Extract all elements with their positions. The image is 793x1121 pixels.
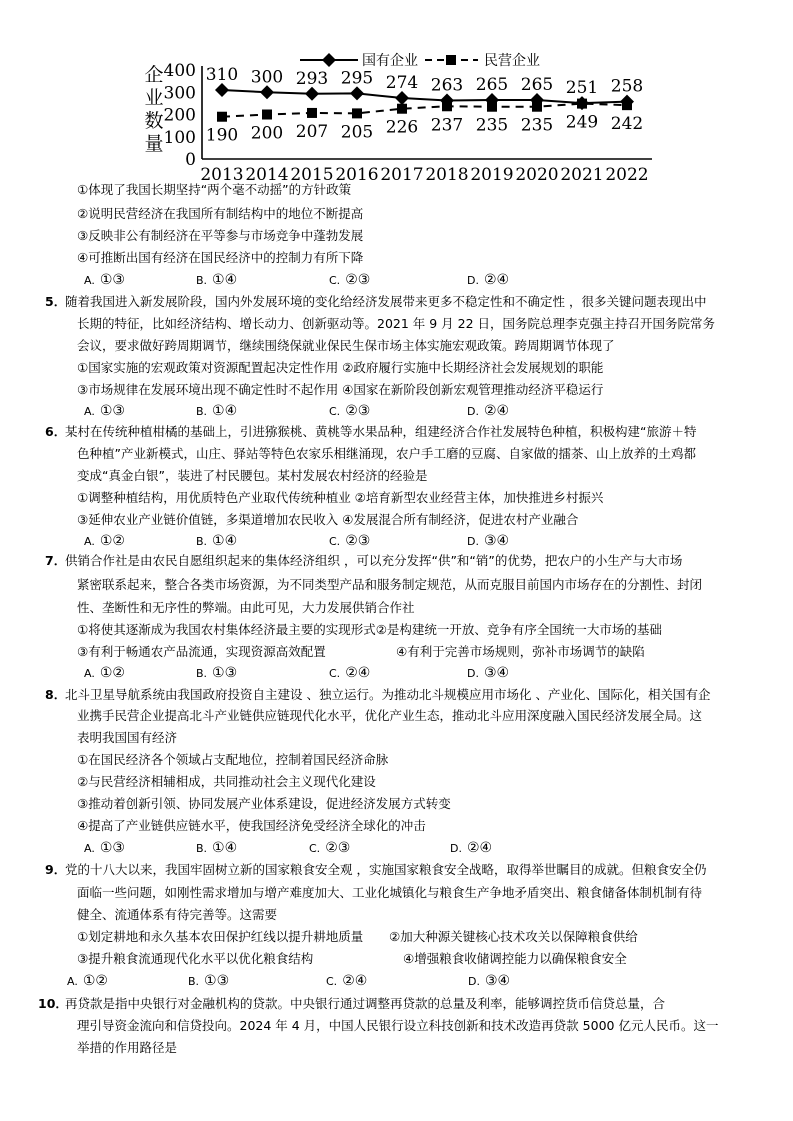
q8-item-4: ④提高了产业链供应链水平，使我国经济免受经济全球化的冲击	[77, 818, 426, 833]
q5-option-d[interactable]: D. ②④	[467, 403, 510, 419]
data-label-state-owned: 300	[250, 67, 284, 88]
legend-marker-state	[322, 53, 336, 67]
point-private	[397, 104, 407, 114]
q7-item-3: ③有利于畅通农产品流通，实现资源高效配置	[77, 644, 326, 659]
data-label-private: 190	[205, 125, 239, 146]
point-private	[442, 101, 452, 111]
data-label-state-owned: 295	[340, 68, 374, 89]
q9-number: 9．	[45, 862, 67, 877]
q4-item-3: ③反映非公有制经济在平等参与市场竞争中蓬勃发展	[77, 228, 364, 243]
q6-option-a[interactable]: A. ①②	[84, 533, 125, 549]
y-tick-label: 400	[163, 61, 196, 81]
point-private	[262, 110, 272, 120]
legend-label-private: 民营企业	[484, 53, 540, 69]
q5-stem-line-3: 会议，要求做好跨周期调节，继续围绕保就业保民生保市场主体实施宏观政策。跨周期调节体现了	[77, 338, 615, 353]
q4-option-b[interactable]: B. ①④	[196, 272, 238, 288]
q9-option-a[interactable]: A. ①②	[67, 973, 108, 989]
enterprise-count-line-chart	[140, 48, 660, 188]
x-tick-label: 2017	[380, 165, 424, 185]
q5-number: 5．	[45, 294, 67, 309]
q5-items-line-1: ①国家实施的宏观政策对资源配置起决定性作用 ②政府履行实施中长期经济社会发展规划的职能	[77, 360, 604, 375]
data-label-private: 226	[385, 117, 419, 138]
q7-number: 7．	[45, 553, 67, 568]
point-private	[487, 102, 497, 112]
y-axis-label-char: 量	[144, 133, 164, 155]
q6-option-b[interactable]: B. ①④	[196, 533, 238, 549]
q8-option-d[interactable]: D. ②④	[450, 840, 493, 856]
data-label-private: 200	[250, 123, 284, 144]
point-private	[577, 99, 587, 109]
q6-items-line-1: ①调整种植结构，用优质特色产业取代传统种植业 ②培育新型农业经营主体，加快推进乡村振兴	[77, 490, 604, 505]
y-axis-ticks	[164, 61, 196, 170]
data-label-state-owned: 293	[295, 68, 329, 89]
point-state-owned	[305, 87, 319, 101]
y-tick-label: 300	[163, 83, 196, 104]
data-label-state-owned: 258	[610, 76, 644, 97]
q7-option-d[interactable]: D. ③④	[467, 665, 510, 681]
point-private	[307, 108, 317, 118]
y-axis-label	[144, 64, 163, 155]
y-axis-label-char: 数	[144, 110, 164, 132]
legend-marker-private	[446, 55, 456, 65]
q8-option-b[interactable]: B. ①④	[196, 840, 238, 856]
point-state-owned	[215, 83, 229, 97]
data-label-private: 207	[295, 121, 329, 142]
q9-item-4: ④增强粮食收储调控能力以确保粮食安全	[403, 951, 627, 966]
q4-option-a[interactable]: A. ①③	[84, 272, 125, 288]
data-label-state-owned: 274	[385, 73, 419, 94]
q7-option-a[interactable]: A. ①②	[84, 665, 125, 681]
q4-item-1: ①体现了我国长期坚持“两个毫不动摇”的方针政策	[77, 182, 352, 197]
q5-option-c[interactable]: C. ②③	[329, 403, 371, 419]
point-state-owned	[260, 85, 274, 99]
data-label-private: 205	[340, 122, 374, 143]
q10-stem-line-1: 再贷款是指中央银行对金融机构的贷款。中央银行通过调整再贷款的总量及利率，能够调控货币信贷总量，合	[65, 996, 666, 1011]
legend-label-state: 国有企业	[362, 53, 418, 69]
q10-number: 10．	[38, 996, 68, 1011]
q9-option-d[interactable]: D. ③④	[468, 973, 511, 989]
data-label-state-owned: 265	[475, 75, 509, 96]
q5-option-a[interactable]: A. ①③	[84, 403, 125, 419]
data-label-private: 249	[565, 112, 599, 133]
point-private	[352, 108, 362, 118]
q8-stem-line-2: 业携手民营企业提高北斗产业链供应链现代化水平，优化产业生态，推动北斗应用深度融入国民经济发展全局。这	[77, 708, 703, 723]
q6-option-c[interactable]: C. ②③	[329, 533, 371, 549]
q4-item-4: ④可推断出国有经济在国民经济中的控制力有所下降	[77, 250, 364, 265]
data-label-state-owned: 251	[565, 78, 599, 99]
y-axis-label-char: 企	[144, 64, 164, 86]
q8-option-a[interactable]: A. ①③	[84, 840, 125, 856]
q7-option-c[interactable]: C. ②④	[329, 665, 371, 681]
data-label-state-owned: 265	[520, 75, 554, 96]
x-tick-label: 2020	[515, 165, 559, 185]
data-label-private: 242	[610, 114, 644, 135]
point-state-owned	[350, 86, 364, 100]
q9-option-b[interactable]: B. ①③	[188, 973, 230, 989]
y-axis-label-char: 业	[144, 87, 164, 109]
q10-stem-line-2: 理引导资金流向和信贷投向。2024 年 4 月，中国人民银行设立科技创新和技术改造再贷款 5000 亿元人民币。这一	[77, 1018, 719, 1033]
q9-stem-line-2: 面临一些问题，如刚性需求增加与增产难度加大、工业化城镇化与粮食生产争地矛盾突出、粮食储备体制机制有待	[77, 885, 703, 900]
q7-stem-line-1: 供销合作社是由农民自愿组织起来的集体经济组织 ，可以充分发挥“供”和“销”的优势，把农户的小生产与大市场	[65, 553, 683, 568]
point-private	[622, 100, 632, 110]
q8-stem-line-1: 北斗卫星导航系统由我国政府投资自主建设 、独立运行。为推动北斗规模应用市场化 、产业化、国际化，相关国有企	[65, 687, 711, 702]
q8-option-c[interactable]: C. ②③	[309, 840, 351, 856]
x-tick-label: 2022	[605, 165, 649, 185]
data-label-state-owned: 310	[205, 65, 239, 86]
data-label-private: 235	[475, 115, 509, 136]
chart-series	[206, 65, 643, 146]
q7-stem-line-3: 性、垄断性和无序性的弊端。由此可见，大力发展供销合作社	[77, 600, 415, 615]
point-state-owned	[395, 91, 409, 105]
q6-stem-line-3: 变成“真金白银”，装进了村民腰包。某村发展农村经济的经验是	[77, 468, 428, 483]
y-tick-label: 100	[163, 127, 196, 148]
x-tick-label: 2018	[425, 165, 469, 185]
chart-legend	[300, 52, 540, 69]
q6-stem-line-2: 色种植”产业新模式，山庄、驿站等特色农家乐相继涌现，农户手工磨的豆腐、自家做的擂茶、山上放养的土鸡都	[77, 446, 696, 461]
q7-item-4: ④有利于完善市场规则，弥补市场调节的缺陷	[396, 644, 645, 659]
q6-option-d[interactable]: D. ③④	[467, 533, 510, 549]
q8-number: 8．	[45, 687, 67, 702]
q10-stem-line-3: 举措的作用路径是	[77, 1040, 178, 1055]
x-tick-label: 2014	[245, 165, 289, 185]
x-tick-label: 2021	[560, 165, 604, 185]
q9-stem-line-1: 党的十八大以来，我国牢固树立新的国家粮食安全观 ，实施国家粮食安全战略，取得举世瞩目的成就。但粮食安全仍	[65, 862, 707, 877]
point-private	[217, 112, 227, 122]
q9-item-1: ①划定耕地和永久基本农田保护红线以提升耕地质量	[77, 929, 364, 944]
q6-number: 6．	[45, 424, 67, 439]
y-tick-label: 200	[163, 105, 196, 126]
q9-item-2: ②加大种源关键核心技术攻关以保障粮食供给	[389, 929, 638, 944]
q4-option-c[interactable]: C. ②③	[329, 272, 371, 288]
q5-option-b[interactable]: B. ①④	[196, 403, 238, 419]
y-tick-label: 0	[185, 150, 196, 170]
q4-option-d[interactable]: D. ②④	[467, 272, 510, 288]
q6-stem-line-1: 某村在传统种植柑橘的基础上，引进猕猴桃、黄桃等水果品种，组建经济合作社发展特色种植，积极构建“旅游＋特	[65, 424, 697, 439]
q5-stem-line-1: 随着我国进入新发展阶段，国内外发展环境的变化给经济发展带来更多不稳定性和不确定性 ，很多关键问题表现出中	[65, 294, 707, 309]
x-tick-label: 2015	[290, 165, 334, 185]
q8-item-1: ①在国民经济各个领域占支配地位，控制着国民经济命脉	[77, 752, 389, 767]
q5-stem-line-2: 长期的特征，比如经济结构、增长动力、创新驱动等。2021 年 9 月 22 日，国务院总理李克强主持召开国务院常务	[77, 316, 716, 331]
q9-item-3: ③提升粮食流通现代化水平以优化粮食结构	[77, 951, 314, 966]
q7-option-b[interactable]: B. ①③	[196, 665, 238, 681]
q7-stem-line-2: 紧密联系起来，整合各类市场资源，为不同类型产品和服务制定规范，从而克服目前国内市场存在的分割性、封闭	[77, 577, 703, 592]
x-tick-label: 2016	[335, 165, 379, 185]
q6-items-line-2: ③延伸农业产业链价值链，多渠道增加农民收入 ④发展混合所有制经济，促进农村产业融合	[77, 512, 579, 527]
x-tick-label: 2019	[470, 165, 514, 185]
data-label-private: 237	[430, 115, 464, 136]
data-label-private: 235	[520, 115, 554, 136]
point-private	[532, 102, 542, 112]
q8-item-2: ②与民营经济相辅相成，共同推动社会主义现代化建设	[77, 774, 376, 789]
q8-stem-line-3: 表明我国国有经济	[77, 730, 178, 745]
q9-option-c[interactable]: C. ②④	[326, 973, 368, 989]
q5-items-line-2: ③市场规律在发展环境出现不确定性时不起作用 ④国家在新阶段创新宏观管理推动经济平稳运行	[77, 382, 604, 397]
q7-items-line-1: ①将使其逐渐成为我国农村集体经济最主要的实现形式②是构建统一开放、竞争有序全国统一大市场的基础	[77, 622, 662, 637]
q4-item-2: ②说明民营经济在我国所有制结构中的地位不断提高	[77, 206, 364, 221]
data-label-state-owned: 263	[430, 75, 464, 96]
q8-item-3: ③推动着创新引领、协同发展产业体系建设，促进经济发展方式转变	[77, 796, 451, 811]
q9-stem-line-3: 健全、流通体系有待完善等。这需要	[77, 907, 278, 922]
x-tick-label: 2013	[200, 165, 244, 185]
